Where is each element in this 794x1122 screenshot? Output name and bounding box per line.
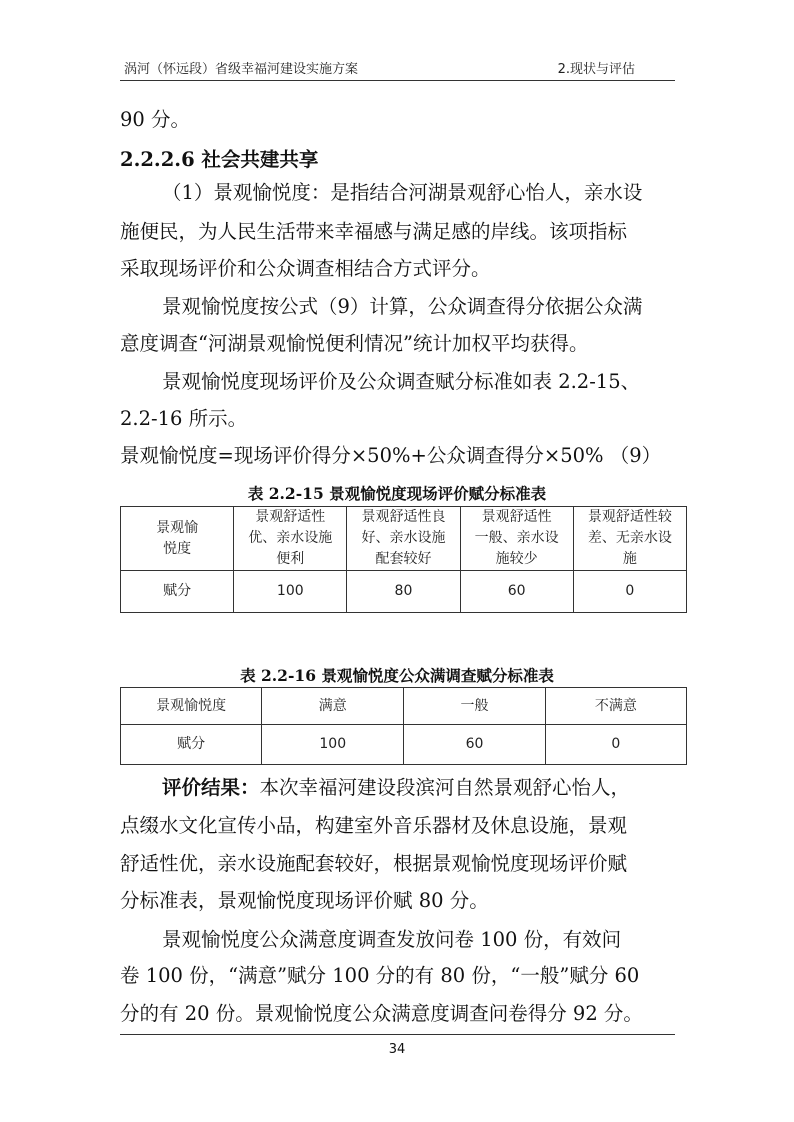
table-cell: 100: [234, 571, 347, 613]
table-header-row: [121, 507, 687, 571]
table-header-cell: 景观舒适性 优、亲水设施 便利: [234, 507, 347, 571]
paragraph-line: 景观愉悦度按公式（9）计算，公众调查得分依据公众满: [162, 295, 643, 318]
table-row: [121, 725, 687, 765]
table-header-cell: 不满意: [545, 688, 686, 725]
section-title: 2.现状与评估: [557, 62, 635, 77]
paragraph-line: 舒适性优，亲水设施配套较好，根据景观愉悦度现场评价赋: [120, 852, 628, 875]
table-header-cell: 一般: [404, 688, 545, 725]
section-heading: 2.2.2.6 社会共建共享: [120, 148, 319, 171]
table-header-cell: 景观舒适性 一般、亲水设 施较少: [460, 507, 573, 571]
paragraph-line: 点缀水文化宣传小品，构建室外音乐器材及休息设施，景观: [120, 814, 628, 837]
paragraph-line: 施便民，为人民生活带来幸福感与满足感的岸线。该项指标: [120, 220, 628, 243]
table-cell: 60: [404, 725, 545, 765]
table-header-cell: 景观愉悦度: [121, 688, 262, 725]
table-cell: 60: [460, 571, 573, 613]
paragraph-line: 分标准表，景观愉悦度现场评价赋 80 分。: [120, 889, 489, 912]
paragraph-line: 景观愉悦度现场评价及公众调查赋分标准如表 2.2-15、: [162, 370, 641, 393]
table-cell: 0: [573, 571, 686, 613]
paragraph-line: （1）景观愉悦度：是指结合河湖景观舒心怡人，亲水设: [162, 181, 643, 204]
formula-line: 景观愉悦度=现场评价得分×50%+公众调查得分×50% （9）: [120, 444, 662, 467]
table-caption: 表 2.2-16 景观愉悦度公众满调查赋分标准表: [240, 666, 554, 685]
paragraph-line: 分的有 20 份。景观愉悦度公众满意度调查问卷得分 92 分。: [120, 1002, 643, 1025]
footer-rule: [120, 1034, 675, 1035]
paragraph-line: [162, 770, 682, 806]
table-cell: 0: [545, 725, 686, 765]
paragraph-line: 2.2-16 所示。: [120, 407, 248, 430]
paragraph-line: 卷 100 份，“满意”赋分 100 分的有 80 份，“一般”赋分 60: [120, 964, 640, 987]
scoring-table-site: [120, 506, 687, 613]
page-number: 34: [388, 1042, 406, 1057]
page-header: [120, 56, 675, 81]
table-cell: 赋分: [121, 725, 262, 765]
table-cell: 80: [347, 571, 460, 613]
scoring-table-survey: [120, 687, 687, 765]
result-label: 评价结果：: [162, 776, 260, 799]
table-cell: 赋分: [121, 571, 234, 613]
table-header-cell: 满意: [262, 688, 404, 725]
paragraph-line: 意度调查“河湖景观愉悦便利情况”统计加权平均获得。: [120, 332, 589, 355]
paragraph-line: 90 分。: [120, 108, 191, 131]
document-title: 涡河（怀远段）省级幸福河建设实施方案: [124, 62, 359, 77]
table-caption: 表 2.2-15 景观愉悦度现场评价赋分标准表: [247, 484, 547, 503]
table-cell: 100: [262, 725, 404, 765]
table-row: [121, 571, 687, 613]
result-text: 本次幸福河建设段滨河自然景观舒心怡人，: [259, 776, 631, 799]
table-header-cell: 景观舒适性良 好、亲水设施 配套较好: [347, 507, 460, 571]
table-header-row: [121, 688, 687, 725]
paragraph-line: 景观愉悦度公众满意度调查发放问卷 100 份，有效问: [162, 928, 622, 951]
table-header-cell: 景观舒适性较 差、无亲水设 施: [573, 507, 686, 571]
table-header-cell: 景观愉 悦度: [121, 507, 234, 571]
paragraph-line: 采取现场评价和公众调查相结合方式评分。: [120, 257, 491, 280]
